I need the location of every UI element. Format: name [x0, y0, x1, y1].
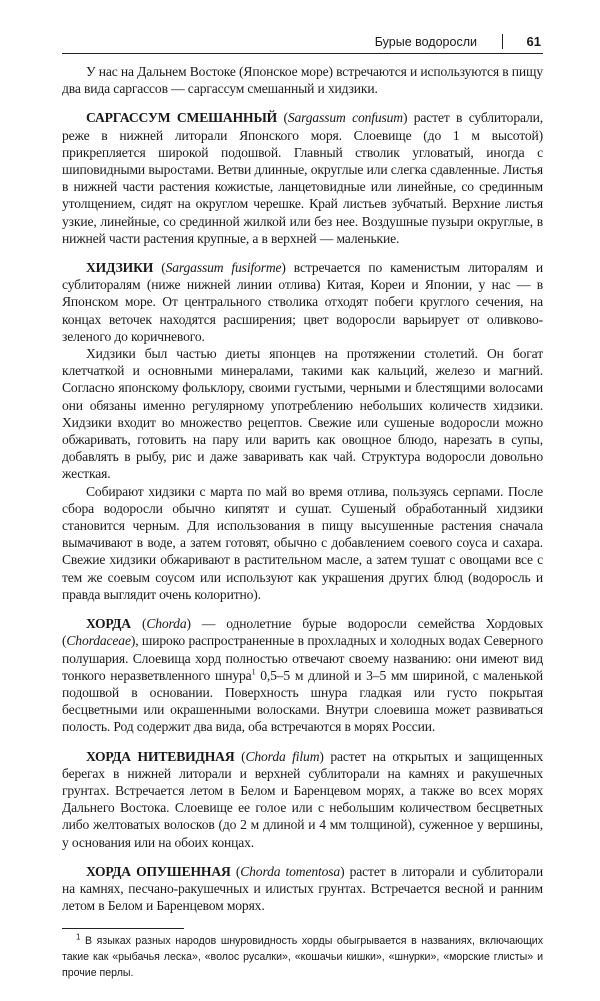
- latin-family-name: Chordaceae: [66, 633, 131, 649]
- page-number: 61: [526, 34, 541, 49]
- latin-name: Sargassum confusum: [287, 110, 403, 126]
- page-body: [62, 63, 543, 914]
- paragraph-text: ) растет в сублиторали, реже в нижней литорали Японского моря. Слоевище (до 1 м высотой) прикрепляется широкой подошвой. Главный стволик угловатый, иногда с шиповидными выростами. Ветви длинные, округлые или слегка сдавленные. Листья в нижней части растения кожистые, ланцетовидные или линейные, со срединным утолщением, сидят на округлом черешке. Край листьев зубчатый. Верхние листья узкие, линейные, со срединной жилкой или без нее. Воздушные пузыри округлые, в нижней части растения крупные, а в верхней — маленькие.: [62, 110, 543, 246]
- footnote-reference[interactable]: 1: [251, 667, 256, 677]
- latin-name: Sargassum fusiforme: [165, 260, 282, 276]
- entry-term: ХИДЗИКИ: [86, 260, 154, 276]
- running-header: [62, 33, 543, 54]
- latin-name: Chorda filum: [245, 748, 320, 764]
- entry-chorda-tomentosa: [62, 863, 543, 915]
- paragraph-text: Хидзики был частью диеты японцев на протяжении столетий. Он богат клетчаткой и основными минералами, такими как кальций, железо и магний. Согласно японскому фольклору, своими густыми, черными и блестящими волосами они обязаны именно регулярному употреблению небольших количеств хидзики. Хидзики входит во множество рецептов. Свежие или сушеные водоросли можно обжаривать, готовить на пару или варить как овощное блюдо, нарезать в супы, добавлять в рыбу, рис и даже заваривать как чай. Структура водоросли довольно жесткая.: [62, 346, 543, 482]
- entry-term: САРГАССУМ СМЕШАННЫЙ: [86, 110, 278, 126]
- paren: (: [153, 260, 166, 276]
- entry-sargassum-confusum: [62, 109, 543, 247]
- header-divider: [502, 34, 503, 49]
- paren: (: [234, 748, 246, 764]
- section-title: Бурые водоросли: [374, 35, 477, 49]
- paragraph-text: ) встречается по каменистым литоралям и сублиторалям (ниже нижней линии отлива) Китая, Кореи и Японии, у нас — в Японском море. От центрального стволика отходят побеги круглого сечения, на концах веточек находятся расширения; цвет водоросли варьирует от оливково-зеленого до коричневого.: [62, 260, 543, 344]
- latin-name: Chorda tomentosa: [240, 863, 341, 879]
- paren: (: [277, 110, 288, 126]
- paragraph-text: ) — однолетние бурые водоросли семейства Хордовых (: [62, 616, 543, 649]
- latin-name: Chorda: [146, 616, 187, 632]
- entry-hijiki: [62, 259, 543, 345]
- footnote-mark: 1: [76, 932, 81, 942]
- paren: (: [230, 863, 241, 879]
- paragraph-text: У нас на Дальнем Востоке (Японское море) встречаются и используются в пищу два вида саргассов — саргассум смешанный и хидзики.: [62, 64, 543, 97]
- footnote-divider: [62, 928, 184, 929]
- footnote-text: В языках разных народов шнуровидность хорды обыгрывается в названиях, включающих такие как «рыбачья леска», «волос русалки», «кошачьи кишки», «шнурки», «морские глисты» и прочие перлы.: [62, 935, 543, 980]
- intro-paragraph: [62, 63, 543, 97]
- paragraph-text: Собирают хидзики с марта по май во время отлива, пользуясь серпами. После сбора водоросли обычно кипятят и сушат. Сушеный обработанный хидзики становится черным. Для использования в пищу высушенные растения сначала вымачивают в воде, а затем готовят, обычно с добавлением соевого соуса и сахара. Свежие хидзики обжаривают в растительном масле, а затем тушат с овощами все с тем же соевым соусом или используют как украшения других блюд (водоросль и правда выглядит очень колоритно).: [62, 483, 543, 602]
- paragraph-text: 0,5–5 м длиной и 3–5 мм шириной, с маленькой подошвой в основании. Поверхность шнура гладкая или густо покрытая бесцветными или окрашенными волосками. Внутри слоевиша может развиваться полость. Род содержит два вида, оба встречаются в морях России.: [62, 667, 543, 735]
- entry-chorda-filum: [62, 748, 543, 851]
- hijiki-diet-paragraph: [62, 345, 543, 483]
- hijiki-harvest-paragraph: [62, 483, 543, 603]
- entry-term: ХОРДА: [86, 616, 131, 632]
- entry-chorda: [62, 615, 543, 735]
- paragraph-text: ), широко распространенные в прохладных и холодных водах Северного полушария. Слоевища хорд полностью отвечают своему названию: они имеют вид тонкого неразветвленного шнура: [62, 633, 543, 683]
- paren: (: [130, 616, 147, 632]
- paragraph-text: ) растет в литорали и сублиторали на камнях, песчано-ракушечных и илистых грунтах. Встречается весной и ранним летом в Белом и Баренцевом морях.: [62, 863, 543, 914]
- entry-term: ХОРДА НИТЕВИДНАЯ: [86, 748, 235, 764]
- entry-term: ХОРДА ОПУШЕННАЯ: [86, 863, 231, 879]
- paragraph-text: ) растет на открытых и защищенных берегах в нижней литорали и верхней сублиторали на камнях и ракушечных грунтах. Встречается летом в Белом и Баренцевом морях, а также во всех морях Дальнего Востока. Слоевище ее голое или с небольшим количеством бесцветных либо желтоватых волосков (до 2 м длиной и 4 мм толщиной), суженное у вершины, у основания или на обоих концах.: [62, 748, 543, 850]
- footnote: [62, 933, 543, 981]
